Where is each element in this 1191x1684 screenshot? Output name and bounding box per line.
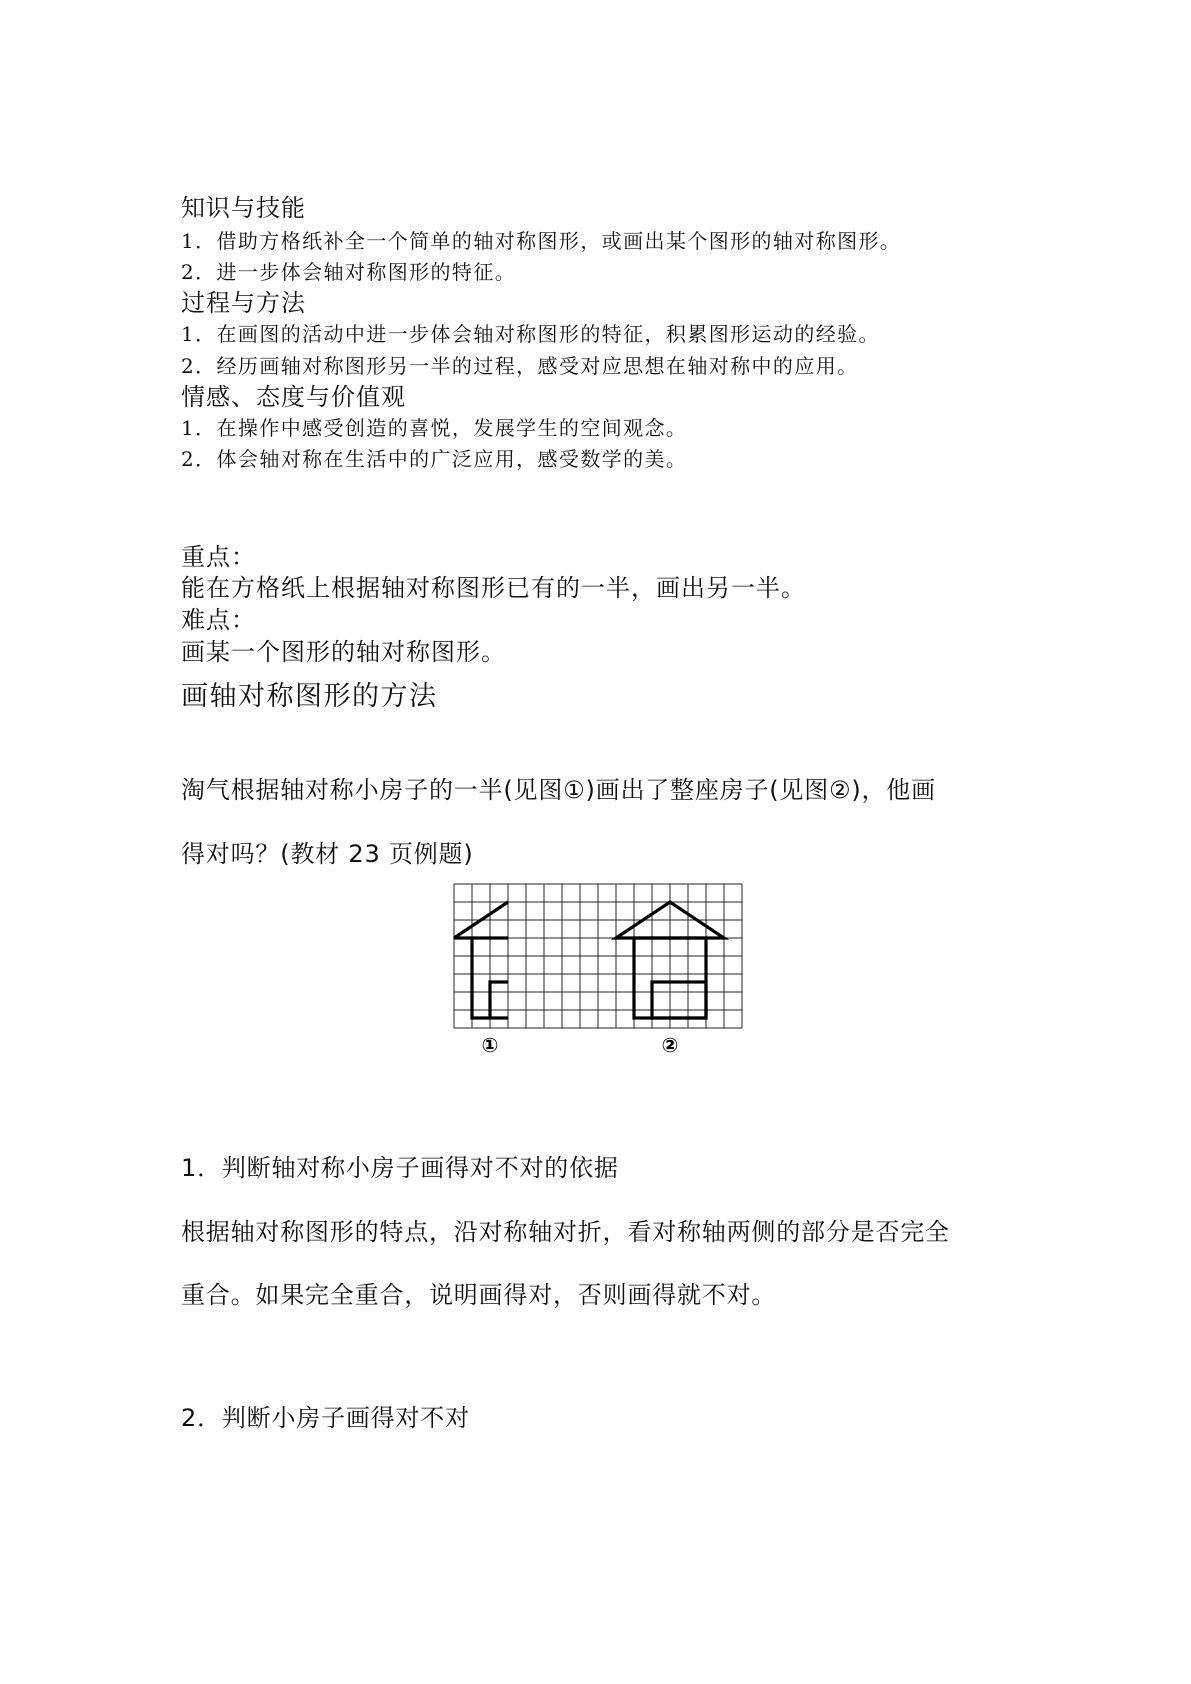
emotion-item-2: 2．体会轴对称在生活中的广泛应用，感受数学的美。 <box>181 447 688 471</box>
figure-label-1: ① <box>481 1033 499 1057</box>
step1-line-2: 重合。如果完全重合，说明画得对，否则画得就不对。 <box>181 1281 777 1309</box>
half-house-shape <box>454 902 508 1018</box>
half-house-door <box>490 982 508 1018</box>
grid-paper <box>454 884 742 1028</box>
problem-line-2: 得对吗？(教材 23 页例题) <box>181 840 474 868</box>
step2-title: 2．判断小房子画得对不对 <box>181 1404 470 1432</box>
difficulty-label: 难点： <box>181 606 256 634</box>
process-item-2: 2．经历画轴对称图形另一半的过程，感受对应思想在轴对称中的应用。 <box>181 354 859 378</box>
emotion-attitude-heading: 情感、态度与价值观 <box>181 383 406 411</box>
problem-line-1: 淘气根据轴对称小房子的一半(见图①)画出了整座房子(见图②)，他画 <box>181 776 936 804</box>
full-house-door <box>652 982 706 1018</box>
step1-line-1: 根据轴对称图形的特点，沿对称轴对折，看对称轴两侧的部分是否完全 <box>181 1218 950 1246</box>
knowledge-item-2: 2．进一步体会轴对称图形的特征。 <box>181 260 517 284</box>
knowledge-item-1: 1．借助方格纸补全一个简单的轴对称图形，或画出某个图形的轴对称图形。 <box>181 229 902 253</box>
method-title: 画轴对称图形的方法 <box>181 681 438 712</box>
figure-label-2: ② <box>661 1033 679 1057</box>
step1-title: 1．判断轴对称小房子画得对不对的依据 <box>181 1154 619 1182</box>
process-method-heading: 过程与方法 <box>181 289 306 317</box>
difficulty-text: 画某一个图形的轴对称图形。 <box>181 638 506 666</box>
key-point-label: 重点： <box>181 543 256 571</box>
emotion-item-1: 1．在操作中感受创造的喜悦，发展学生的空间观念。 <box>181 416 688 440</box>
knowledge-skills-heading: 知识与技能 <box>181 194 306 222</box>
house-grid-figure <box>450 880 750 1060</box>
process-item-1: 1．在画图的活动中进一步体会轴对称图形的特征，积累图形运动的经验。 <box>181 322 880 346</box>
key-point-text: 能在方格纸上根据轴对称图形已有的一半，画出另一半。 <box>181 574 806 602</box>
